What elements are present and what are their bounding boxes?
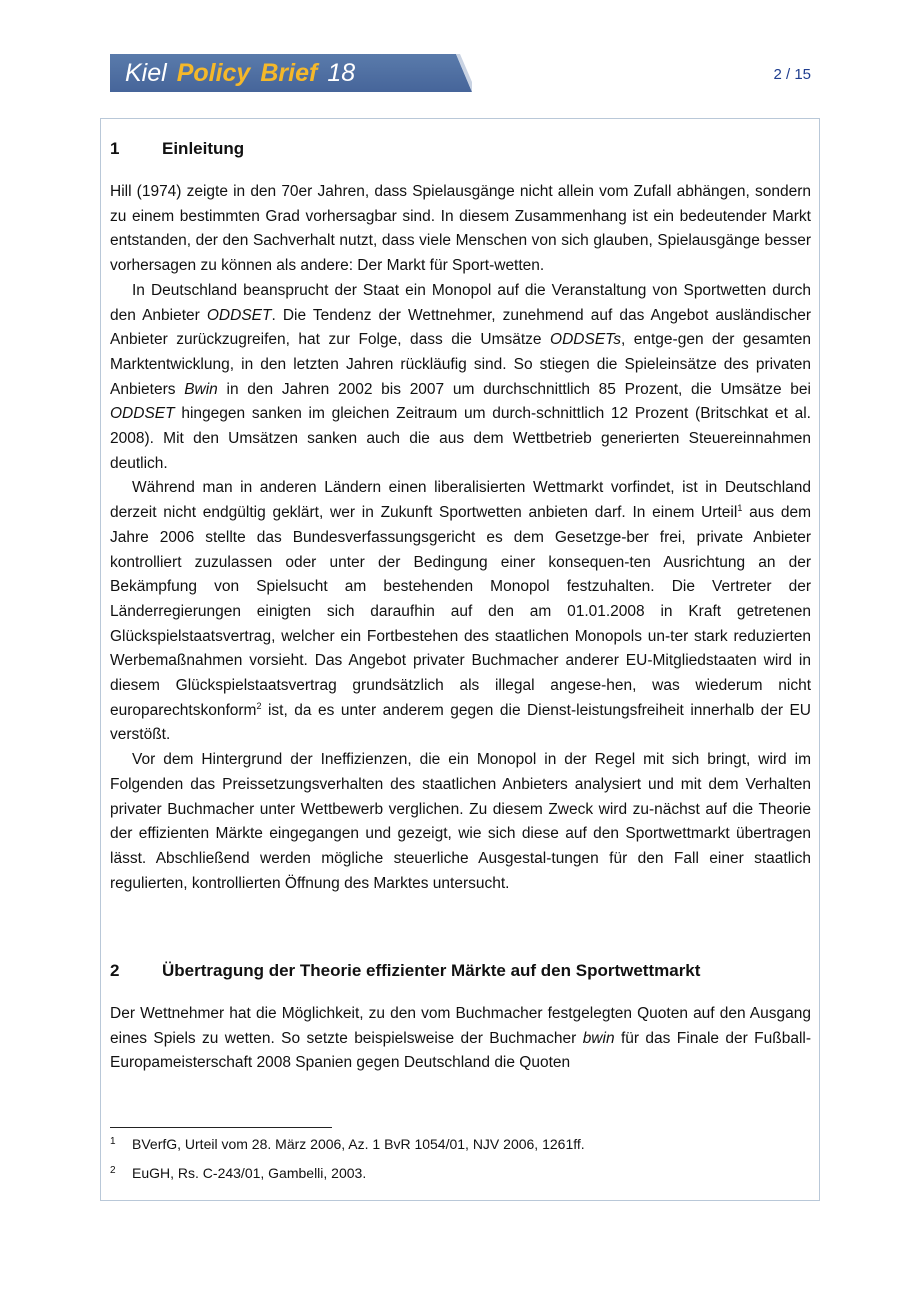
text-run: hingegen sanken im gleichen Zeitraum um durch-schnittlich 12 Prozent (Britschkat et al. 2008). Mit den Umsätzen sanken auch die aus dem Wettbetrieb generierten Steuereinnahmen deutlich. bbox=[110, 405, 811, 472]
section-1-paragraph-4: Vor dem Hintergrund der Ineffizienzen, die ein Monopol in der Regel mit sich bringt, wird im Folgenden das Preissetzungsverhalten des staatlichen Anbieters analysiert und mit dem Verhalten privater Buchmacher unter Wettbewerb verglichen. Zu diesem Zweck wird zu-nächst auf die Theorie der effizienten Märkte eingegangen und gezeigt, wie sich diese auf den Sportwettmarkt übertragen lässt. Abschließend werden mögliche steuerliche Ausgestal-tungen für den Fall einer staatlich regulierten, kontrollierten Öffnung des Marktes untersucht. bbox=[110, 751, 811, 892]
section-1-number: 1 bbox=[110, 139, 120, 158]
text-run: Während man in anderen Ländern einen liberalisierten Wettmarkt vorfindet, ist in Deutschland derzeit nicht endgültig geklärt, wer in Zukunft Sportwetten anbieten darf. In einem Urteil bbox=[110, 479, 811, 522]
text-run: Der Wettnehmer hat die Möglichkeit, zu den vom Buchmacher festgelegten Quoten auf den Ausgang eines Spiels zu wetten. So setzte beispielsweise der Buchmacher bbox=[110, 1005, 811, 1047]
footnote-2-text: EuGH, Rs. C-243/01, Gambelli, 2003. bbox=[132, 1165, 367, 1181]
footnote-ref-1[interactable]: 1 bbox=[737, 503, 743, 514]
brand-word-kiel: Kiel bbox=[125, 59, 167, 87]
footnote-2 bbox=[110, 1165, 366, 1181]
section-1-heading bbox=[110, 139, 244, 159]
footnote-1-number: 1 bbox=[110, 1136, 116, 1147]
italic-company-name: bwin bbox=[582, 1029, 615, 1047]
section-2-body bbox=[110, 1002, 811, 1076]
italic-company-name: ODDSET bbox=[110, 405, 175, 423]
text-run: ist, da es unter anderem gegen die Dienst-leistungsfreiheit innerhalb der EU verstößt. bbox=[110, 701, 811, 744]
italic-company-name: ODDSETs bbox=[550, 331, 621, 349]
text-run: aus dem Jahre 2006 stellte das Bundesverfassungsgericht es dem Gesetzge-ber frei, private Anbieter kontrolliert zuzulassen oder unter der Bedingung einer konsequen-ten Ausrichtung an der Bekämpfung von Spielsucht am bestehenden Monopol festzuhalten. Die Vertreter der Länderregierungen einigten sich daraufhin auf den am 01.01.2008 in Kraft getretenen Glückspielstaatsvertrag, welcher ein Fortbestehen des staatlichen Monopols un-ter stark reduzierten Werbemaßnahmen vorsieht. Das Angebot privater Buchmacher anderer EU-Mitgliedstaaten wird in diesem Glückspielstaatsvertrag grundsätzlich als illegal angese-hen, was wiederum nicht europarechtskonform bbox=[110, 504, 811, 719]
text-run: in den Jahren 2002 bis 2007 um durchschnittlich 85 Prozent, die Umsätze bei bbox=[217, 380, 811, 398]
footnote-1 bbox=[110, 1136, 585, 1152]
footnote-2-number: 2 bbox=[110, 1165, 116, 1176]
section-1-paragraph-2 bbox=[110, 279, 811, 477]
section-1-paragraph-3 bbox=[110, 476, 811, 748]
kiel-policy-brief-banner bbox=[110, 54, 472, 92]
brand-issue-number: 18 bbox=[327, 59, 356, 87]
italic-company-name: Bwin bbox=[184, 380, 218, 398]
text-run: . Die Tendenz der Wettnehmer, zunehmend auf das Angebot ausländischer Anbieter zurückzugreifen, hat zur Folge, dass die Umsätze bbox=[110, 306, 811, 349]
brand-word-policy: Policy bbox=[176, 59, 251, 87]
page-indicator: 2 / 15 bbox=[773, 66, 811, 83]
banner-title bbox=[125, 56, 355, 90]
section-2-heading bbox=[110, 961, 700, 981]
text-run: für das Finale der Fußball-Europameisterschaft 2008 Spanien gegen Deutschland die Quoten bbox=[110, 1029, 812, 1072]
italic-company-name: ODDSET bbox=[206, 306, 272, 324]
section-1-title: Einleitung bbox=[162, 139, 245, 158]
footnote-1-text: BVerfG, Urteil vom 28. März 2006, Az. 1 BvR 1054/01, NJV 2006, 1261ff. bbox=[132, 1136, 585, 1152]
footnote-separator bbox=[110, 1127, 332, 1128]
section-2-title: Übertragung der Theorie effizienter Märkte auf den Sportwettmarkt bbox=[162, 961, 701, 980]
section-2-number: 2 bbox=[110, 961, 120, 980]
section-2-paragraph-1 bbox=[110, 1002, 811, 1076]
text-run: In Deutschland beansprucht der Staat ein Monopol auf die Veranstaltung von Sportwetten durch den Anbieter bbox=[110, 281, 811, 324]
section-1-body bbox=[110, 180, 811, 896]
footnote-ref-2[interactable]: 2 bbox=[256, 700, 262, 711]
text-run: , entge-gen der gesamten Marktentwicklung, in den letzten Jahren rückläufig sind. So stiegen die Spieleinsätze des privaten Anbieters bbox=[110, 331, 812, 398]
brand-word-brief: Brief bbox=[260, 59, 318, 87]
section-1-paragraph-1: Hill (1974) zeigte in den 70er Jahren, dass Spielausgänge nicht allein vom Zufall abhängen, sondern zu einem bestimmten Grad vorhersagbar sind. In diesem Zusammenhang ist ein bedeutender Markt entstanden, der den Sachverhalt nutzt, dass viele Menschen von sich glauben, Spielausgänge besser vorhersagen zu können als andere: Der Markt für Sport-wetten. bbox=[110, 183, 811, 275]
